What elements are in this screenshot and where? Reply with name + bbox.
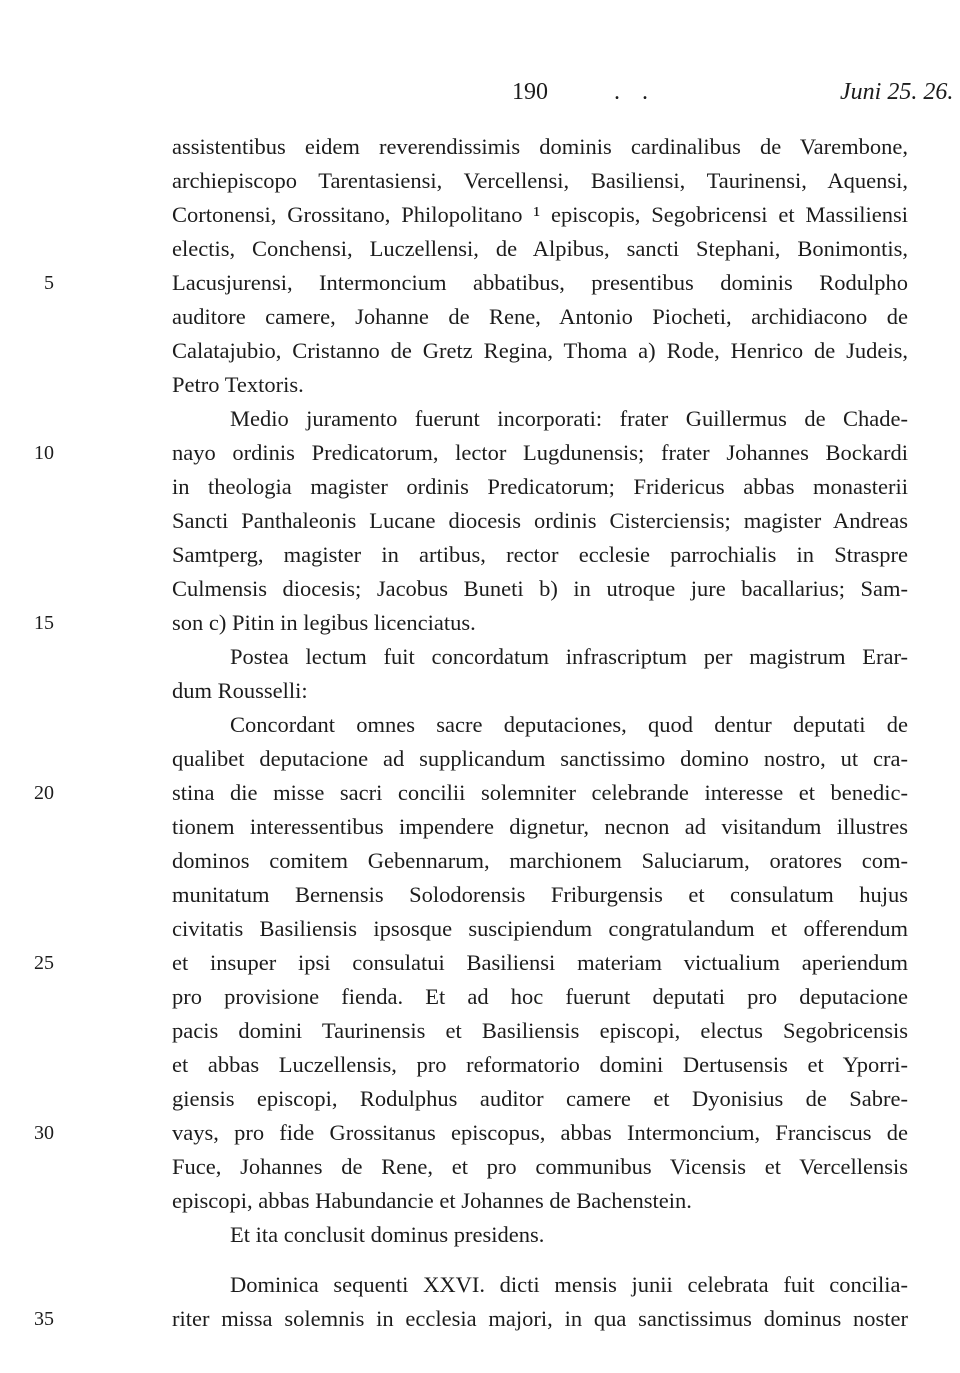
body-line: Fuce, Johannes de Rene, et pro communibus Vicensis et Vercellensis xyxy=(172,1154,908,1179)
body-line: Dominica sequenti XXVI. dicti mensis junii celebrata fuit concilia- xyxy=(230,1272,908,1297)
body-line: Lacusjurensi, Intermoncium abbatibus, presentibus dominis Rodulpho xyxy=(172,270,908,295)
body-line: nayo ordinis Predicatorum, lector Lugdunensis; frater Johannes Bockardi xyxy=(172,440,908,465)
body-line: Postea lectum fuit concordatum infrascriptum per magistrum Erar- xyxy=(230,644,908,669)
body-line: episcopi, abbas Habundancie et Johannes de Bachenstein. xyxy=(172,1188,692,1213)
body-line: Petro Textoris. xyxy=(172,372,304,397)
body-line: son c) Pitin in legibus licenciatus. xyxy=(172,610,476,635)
body-line: Medio juramento fuerunt incorporati: frater Guillermus de Chade- xyxy=(230,406,908,431)
body-line: tionem interessentibus impendere dignetur, necnon ad visitandum illustres xyxy=(172,814,908,839)
body-line: archiepiscopo Tarentasiensi, Vercellensi, Basiliensi, Taurinensi, Aquensi, xyxy=(172,168,908,193)
page-number: 190 xyxy=(512,79,548,105)
body-line: Cortonensi, Grossitano, Philopolitano ¹ episcopis, Segobricensi et Massiliensi xyxy=(172,202,908,227)
body-line: Culmensis diocesis; Jacobus Buneti b) in utroque jure bacallarius; Sam- xyxy=(172,576,908,601)
line-number: 5 xyxy=(44,272,54,294)
body-line: civitatis Basiliensis ipsosque suscipiendum congratulandum et offerendum xyxy=(172,916,908,941)
line-number: 20 xyxy=(34,782,54,804)
header-dots: . . xyxy=(614,79,656,105)
body-line: Calatajubio, Cristanno de Gretz Regina, Thoma a) Rode, Henrico de Judeis, xyxy=(172,338,908,363)
body-line: munitatum Bernensis Solodorensis Friburgensis et consulatum hujus xyxy=(172,882,908,907)
body-line: dum Rousselli: xyxy=(172,678,308,703)
body-line: riter missa solemnis in ecclesia majori, in qua sanctissimus dominus noster xyxy=(172,1306,908,1331)
line-number: 15 xyxy=(34,612,54,634)
body-line: Et ita conclusit dominus presidens. xyxy=(230,1222,545,1247)
line-number: 10 xyxy=(34,442,54,464)
body-line: auditore camere, Johanne de Rene, Antonio Piocheti, archidiacono de xyxy=(172,304,908,329)
line-number: 30 xyxy=(34,1122,54,1144)
body-line: electis, Conchensi, Luczellensi, de Alpibus, sancti Stephani, Bonimontis, xyxy=(172,236,908,261)
body-line: Samtperg, magister in artibus, rector ecclesie parrochialis in Straspre xyxy=(172,542,908,567)
body-line: in theologia magister ordinis Predicatorum; Fridericus abbas monasterii xyxy=(172,474,908,499)
body-line: assistentibus eidem reverendissimis dominis cardinalibus de Varembone, xyxy=(172,134,908,159)
line-number: 35 xyxy=(34,1308,54,1330)
body-line: dominos comitem Gebennarum, marchionem Saluciarum, oratores com- xyxy=(172,848,908,873)
body-line: qualibet deputacione ad supplicandum sanctissimo domino nostro, ut cra- xyxy=(172,746,908,771)
body-line: Sancti Panthaleonis Lucane diocesis ordinis Cisterciensis; magister Andreas xyxy=(172,508,908,533)
body-line: pacis domini Taurinensis et Basiliensis episcopi, electus Segobricensis xyxy=(172,1018,908,1043)
body-line: pro provisione fienda. Et ad hoc fuerunt deputati pro deputacione xyxy=(172,984,908,1009)
body-line: giensis episcopi, Rodulphus auditor camere et Dyonisius de Sabre- xyxy=(172,1086,908,1111)
body-line: et insuper ipsi consulatui Basiliensi materiam victualium aperiendum xyxy=(172,950,908,975)
running-head: Juni 25. 26. xyxy=(840,79,954,105)
body-line: stina die misse sacri concilii solemniter celebrande interesse et benedic- xyxy=(172,780,908,805)
body-line: vays, pro fide Grossitanus episcopus, abbas Intermoncium, Franciscus de xyxy=(172,1120,908,1145)
body-line: et abbas Luczellensis, pro reformatorio domini Dertusensis et Yporri- xyxy=(172,1052,908,1077)
line-number: 25 xyxy=(34,952,54,974)
body-line: Concordant omnes sacre deputaciones, quod dentur deputati de xyxy=(230,712,908,737)
